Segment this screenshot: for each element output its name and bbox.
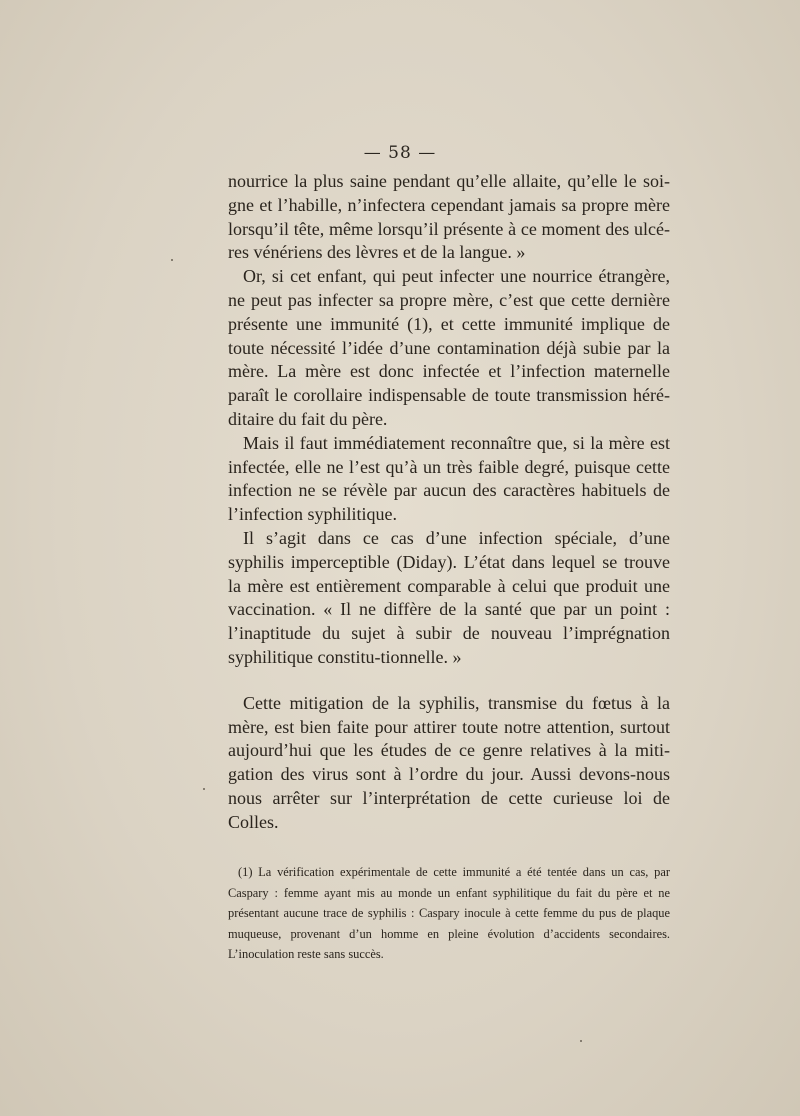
paper-speck <box>580 1040 582 1042</box>
page-number: — 58 — <box>363 143 437 163</box>
paper-speck <box>171 259 173 261</box>
footnote-text: (1) La vérification expérimentale de cette immunité a été tentée dans un cas, par Caspary : femme ayant mis au monde un enfant syphilitique du fait du père et ne présentant aucune trace de syphilis : Caspary inocule à cette femme du pus de plaque muqueuse, provenant d’un homme en pleine évolution d’accidents secondaires. L’inoculation reste sans succès. <box>228 865 670 961</box>
paper-speck <box>203 788 205 790</box>
paragraph: Or, si cet enfant, qui peut infecter une nourrice étrangère, ne peut pas infecter sa propre mère, c’est que cette dernière présente une immunité (1), et cette immunité implique de toute nécessité l’idée d’une contamination déjà subie par la mère. La mère est donc infectée et l’infection maternelle paraît le corollaire indispensable de toute transmission héré-ditaire du fait du père. <box>228 266 670 429</box>
paragraph: Mais il faut immédiatement reconnaître que, si la mère est infectée, elle ne l’est qu’à un très faible degré, puisque cette infection ne se révèle par aucun des caractères habituels de l’infection syphilitique. <box>228 432 670 525</box>
body-text <box>228 170 670 835</box>
paragraph-continuation: nourrice la plus saine pendant qu’elle allaite, qu’elle le soi-gne et l’habille, n’infectera cependant jamais sa propre mère lorsqu’il tête, même lorsqu’il présente à ce moment des ulcé-res vénériens des lèvres et de la langue. » <box>228 171 670 263</box>
paragraph: Il s’agit dans ce cas d’une infection spéciale, d’une syphilis imperceptible (Diday). L’état dans lequel se trouve la mère est entièrement comparable à celui que produit une vaccination. « Il ne diffère de la santé que par un point : l’inaptitude du sujet à subir de nouveau l’imprégnation syphilitique constitu-tionnelle. » <box>228 527 670 667</box>
paragraph: Cette mitigation de la syphilis, transmise du fœtus à la mère, est bien faite pour attirer toute notre attention, surtout aujourd’hui que les études de ce genre relatives à la miti-gation des virus sont à l’ordre du jour. Aussi devons-nous nous arrêter sur l’interprétation de cette curieuse loi de Colles. <box>228 692 670 832</box>
footnote <box>228 862 670 965</box>
